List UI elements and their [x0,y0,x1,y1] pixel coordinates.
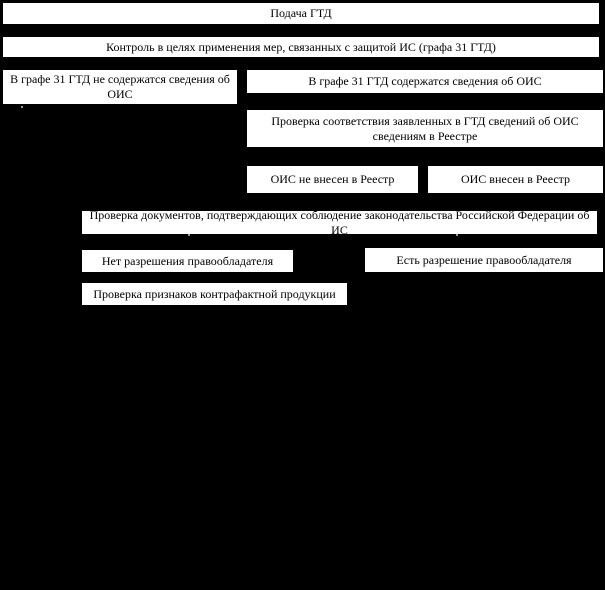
flowchart-node-est-razreshenie-pravoobladatelya [365,248,603,272]
node-label: Проверка соответствия заявленных в ГТД сведений об ОИС сведениям в Реестре [271,113,579,143]
node-label: Нет разрешения правообладателя [101,253,274,268]
node-label: Есть разрешение правообладателя [396,252,572,267]
node-label: Контроль в целях применения мер, связанных с защитой ИС (графа 31 ГТД) [106,39,496,54]
flowchart-node-soderzhatsya-svedeniya-ob-ois [247,70,603,93]
node-label: ОИС внесен в Реестр [460,172,571,186]
flowchart-node-proverka-sootvetstviya [247,110,603,147]
node-label: В графе 31 ГТД содержатся сведения об ОИС [308,74,542,88]
connector-speck [456,234,458,236]
node-label: В графе 31 ГТД не содержатся сведения об ОИС [10,72,230,101]
flowchart-node-ois-ne-vnesen-v-reestr [247,166,418,193]
flowchart-node-ois-vnesen-v-reestr [428,166,603,193]
connector-speck [21,106,23,108]
connector-speck [188,234,190,236]
flowchart-node-proverka-dokumentov [82,207,597,237]
flowchart-node-kontrol-zashchita-is [3,37,599,57]
node-label: Проверка признаков контрафактной продукции [93,286,336,301]
node-label: Подача ГТД [270,6,332,20]
node-label: Проверка документов, подтверждающих соблюдение законодательства Российской Федерации об ИС [89,207,590,237]
flowchart-node-net-svedeniy-ob-ois [3,70,237,104]
flowchart-node-proverka-priznakov-kontrafakta [82,283,347,305]
flowchart-node-podacha-gtd [3,3,599,24]
flowchart-node-net-razresheniya-pravoobladatelya [82,250,293,272]
node-label: ОИС не внесен в Реестр [270,172,395,186]
